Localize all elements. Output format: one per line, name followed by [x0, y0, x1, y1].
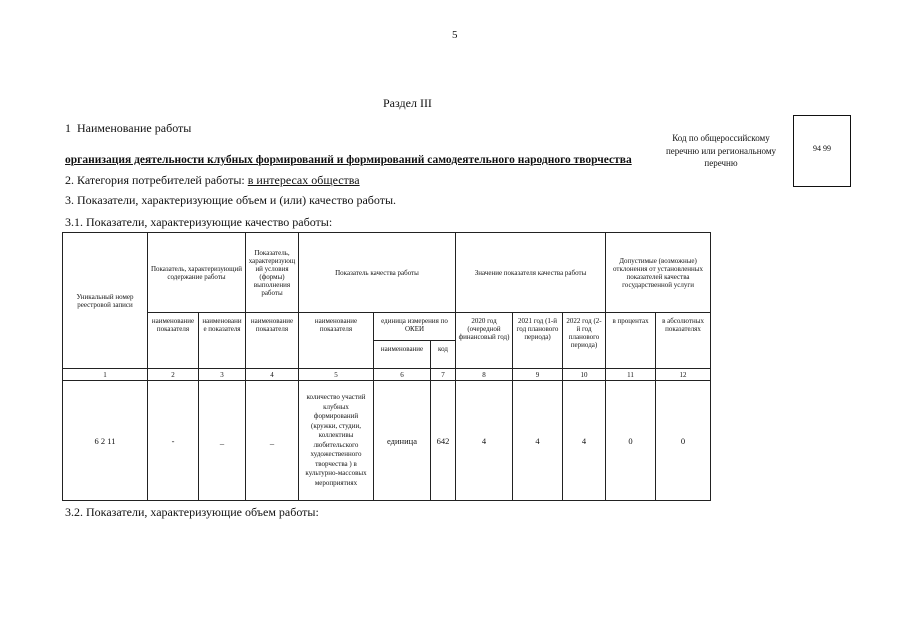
section-title: Раздел III	[383, 96, 432, 110]
work-name-value: организация деятельности клубных формирований и формирований самодеятельного народного творчества	[65, 154, 632, 166]
registry-code-label: Код по общероссийскому перечню или региональному перечню	[665, 133, 777, 168]
header-registry-number: Уникальный номер реестровой записи	[63, 233, 148, 369]
column-number: 4	[246, 369, 299, 381]
registry-code-value: 94 99	[813, 144, 831, 153]
header-allowed-deviation: Допустимые (возможные) отклонения от установленных показателей качества государственной услуги	[606, 233, 711, 313]
column-number: 1	[63, 369, 148, 381]
cell-unit-code: 642	[431, 381, 456, 501]
column-numbers-row	[63, 369, 711, 381]
header-content-indicator-name-2: наименование показателя	[199, 313, 246, 369]
consumer-category-value: в интересах общества	[247, 173, 360, 187]
header-content-indicator: Показатель, характеризующий содержание работы	[148, 233, 246, 313]
work-name-label: 1 Наименование работы	[65, 121, 192, 135]
header-condition-indicator-name: наименование показателя	[246, 313, 299, 369]
cell-value-2020: 4	[456, 381, 513, 501]
header-quality-value: Значение показателя качества работы	[456, 233, 606, 313]
column-number: 8	[456, 369, 513, 381]
column-number: 10	[563, 369, 606, 381]
header-year-2021: 2021 год (1-й год планового периода)	[513, 313, 563, 369]
cell-deviation-percent: 0	[606, 381, 656, 501]
header-year-2020: 2020 год (очередной финансовый год)	[456, 313, 513, 369]
cell-value-2021: 4	[513, 381, 563, 501]
cell-deviation-absolute: 0	[656, 381, 711, 501]
cell-indicator-name: количество участий клубных формирований (кружки, студии, коллективы любительского художественного творчества ) в культурно-массовых мероприятиях	[299, 381, 374, 501]
header-in-percent: в процентах	[606, 313, 656, 369]
column-number: 9	[513, 369, 563, 381]
header-unit-name: наименование	[374, 341, 431, 369]
column-number: 7	[431, 369, 456, 381]
cell-content-2: _	[199, 381, 246, 501]
quality-heading: 3.1. Показатели, характеризующие качество работы:	[65, 215, 333, 229]
column-number: 12	[656, 369, 711, 381]
header-quality-indicator: Показатель качества работы	[299, 233, 456, 313]
indicators-heading: 3. Показатели, характеризующие объем и (или) качество работы.	[65, 193, 397, 207]
header-unit-code: код	[431, 341, 456, 369]
column-number: 2	[148, 369, 199, 381]
cell-value-2022: 4	[563, 381, 606, 501]
quality-indicators-table	[62, 232, 711, 501]
column-number: 6	[374, 369, 431, 381]
header-condition-indicator: Показатель, характеризующий условия (формы) выполнения работы	[246, 233, 299, 313]
page-number: 5	[452, 29, 458, 41]
column-number: 5	[299, 369, 374, 381]
volume-heading: 3.2. Показатели, характеризующие объем работы:	[65, 505, 319, 519]
consumer-category-label: 2. Категория потребителей работы:	[65, 173, 248, 187]
consumer-category	[65, 173, 360, 187]
table-row	[63, 381, 711, 501]
header-quality-indicator-name: наименование показателя	[299, 313, 374, 369]
cell-condition-1: _	[246, 381, 299, 501]
cell-content-1: -	[148, 381, 199, 501]
cell-registry-number: 6 2 11	[63, 381, 148, 501]
header-content-indicator-name-1: наименование показателя	[148, 313, 199, 369]
column-number: 3	[199, 369, 246, 381]
header-unit-okei: единица измерения по ОКЕИ	[374, 313, 456, 341]
registry-code-box	[793, 115, 851, 187]
column-number: 11	[606, 369, 656, 381]
header-year-2022: 2022 год (2-й год планового периода)	[563, 313, 606, 369]
cell-unit-name: единица	[374, 381, 431, 501]
header-in-absolute: в абсолютных показателях	[656, 313, 711, 369]
